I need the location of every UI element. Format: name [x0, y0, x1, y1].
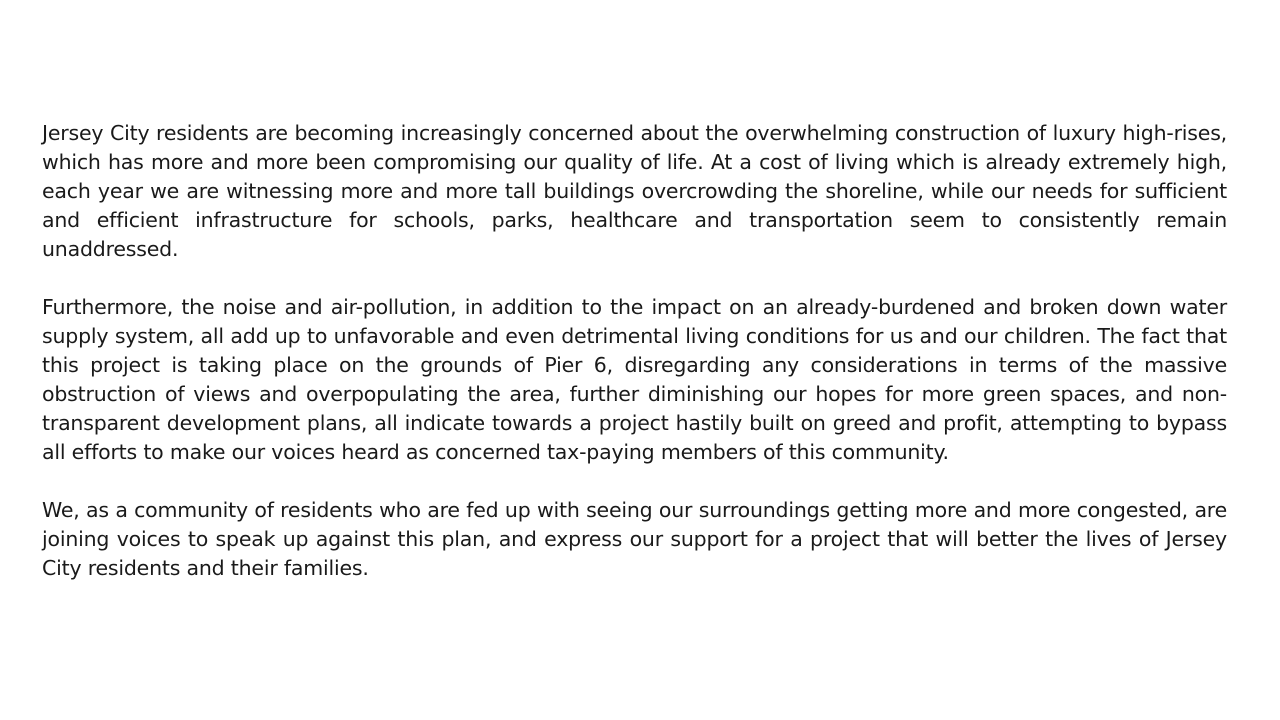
document-body: [42, 119, 1227, 583]
paragraph-1: Jersey City residents are becoming increasingly concerned about the overwhelming construction of luxury high-rises, which has more and more been compromising our quality of life. At a cost of living which is already extremely high, each year we are witnessing more and more tall buildings overcrowding the shoreline, while our needs for sufficient and efficient infrastructure for schools, parks, healthcare and transportation seem to consistently remain unaddressed.: [42, 121, 1227, 261]
paragraph-2: Furthermore, the noise and air-pollution, in addition to the impact on an already-burdened and broken down water supply system, all add up to unfavorable and even detrimental living conditions for us and our children. The fact that this project is taking place on the grounds of Pier 6, disregarding any considerations in terms of the massive obstruction of views and overpopulating the area, further diminishing our hopes for more green spaces, and non-transparent development plans, all indicate towards a project hastily built on greed and profit, attempting to bypass all efforts to make our voices heard as concerned tax-paying members of this community.: [42, 295, 1227, 464]
paragraph-3: We, as a community of residents who are fed up with seeing our surroundings getting more and more congested, are joining voices to speak up against this plan, and express our support for a project that will better the lives of Jersey City residents and their families.: [42, 498, 1227, 580]
